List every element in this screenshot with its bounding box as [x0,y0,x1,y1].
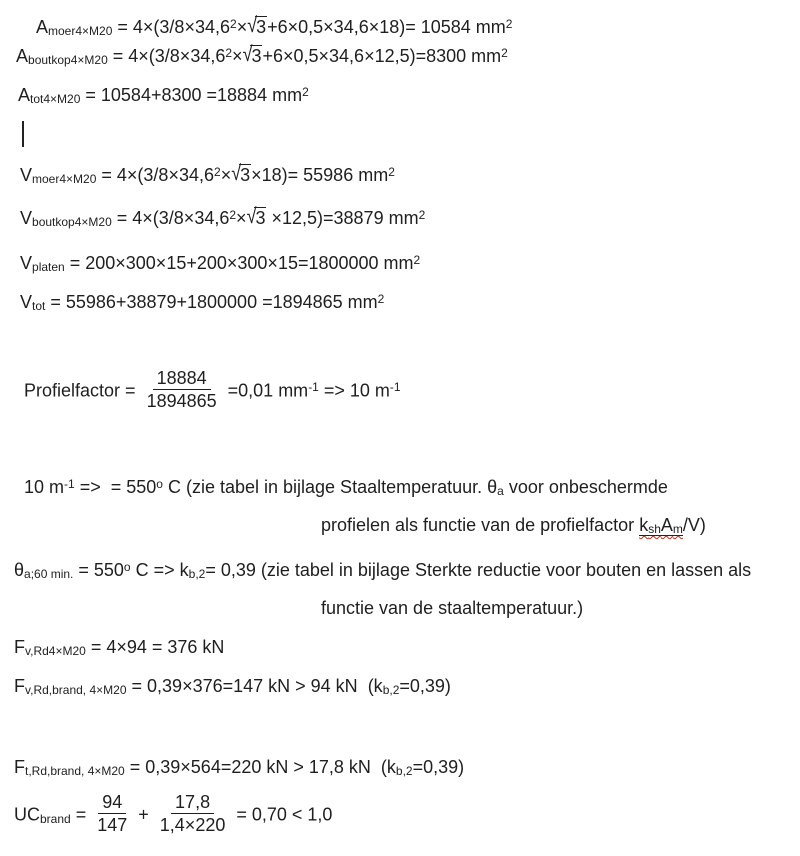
superscript: 2 [501,45,508,60]
radicand: 3 [255,208,266,228]
superscript: o [123,559,131,574]
radical-icon: √ [242,42,253,66]
text-run: × [232,46,243,66]
formula-a-moer [36,13,513,39]
text-run: UC [14,804,40,825]
sqrt-expression [247,13,267,37]
subscript: brand [40,811,71,826]
text-run: = 0,39×564=220 kN > 17,8 kN (k [124,757,396,777]
subscript: v,Rd,brand, 4×M20 [25,683,127,698]
text-run: ×18)= 55986 mm [251,165,389,185]
fraction [93,792,131,835]
formula-uc-brand [14,794,332,837]
text-run: A [16,46,29,66]
text-run: /V) [682,515,706,535]
text-run: = 55986+38879+1800000 =1894865 mm [45,292,378,312]
formula-ftrd-brand [14,756,464,779]
text-cursor [22,121,24,147]
subscript: platen [32,260,65,275]
text-run: =0,39) [412,757,465,777]
text-run: = 4×(3/8×34,6 [96,165,214,185]
text-run: A [660,515,673,535]
subscript: b,2 [395,764,413,779]
text-run: =0,39) [399,676,451,696]
formula-a-boutkop [16,42,508,68]
formula-v-tot [20,291,384,314]
text-run: × [220,165,232,185]
superscript: 2 [229,207,237,222]
fraction-numerator: 17,8 [171,792,214,814]
fraction-denominator: 1894865 [146,391,217,412]
text-run: C (zie tabel in bijlage Staaltemperatuur. θ [162,477,498,497]
text-run: = 4×(3/8×34,6 [112,17,230,37]
text-run: A [36,17,49,37]
radicand: 3 [256,17,267,37]
superscript: 2 [230,16,237,31]
text-run: 10 m [24,477,65,497]
text-run: functie van de staaltemperatuur.) [321,598,584,618]
subscript: b,2 [382,683,400,698]
superscript: 2 [418,207,426,222]
text-run: +6×0,5×34,6×12,5)=8300 mm [262,46,502,66]
text-run: × [236,208,247,228]
superscript: -1 [308,380,319,395]
subscript: a;60 min. [24,567,74,582]
text-run: = 4×(3/8×34,6 [107,46,226,66]
subscript: boutkop4×M20 [28,53,108,68]
text-run: + [133,804,154,825]
subscript: tot [32,299,46,314]
text-run: F [14,676,25,696]
superscript: -1 [389,380,401,395]
text-run: ×12,5)=38879 mm [266,208,419,228]
sqrt-expression [242,42,263,66]
superscript: -1 [64,476,75,491]
formula-a-tot [18,84,309,107]
subscript: sh [648,522,661,537]
fraction [156,792,230,835]
text-run: = 0,39 (zie tabel in bijlage Sterkte reductie voor bouten en lassen als [205,560,752,580]
subscript: v,Rd4×M20 [25,644,86,659]
formula-v-moer [20,161,395,187]
text-run: voor onbeschermde [503,477,668,497]
text-run: V [20,253,33,273]
superscript: 2 [214,164,221,179]
subscript: m [672,522,683,537]
subscript: a [497,484,504,499]
text-run: =0,01 mm [222,380,309,401]
fraction-numerator: 18884 [153,368,211,390]
text-run: +6×0,5×34,6×18)= 10584 mm [267,17,506,37]
superscript: 2 [505,16,513,31]
subscript: boutkop4×M20 [32,215,112,230]
superscript: 2 [388,164,395,179]
radical-icon: √ [247,13,258,37]
text-run: = [70,804,92,825]
radical-icon: √ [246,204,257,228]
text-run: Profielfactor = [24,380,141,401]
text-run: profielen als functie van de profielfactor [321,515,640,535]
text-run: = 4×(3/8×34,6 [111,208,230,228]
radicand: 3 [240,165,251,185]
superscript: 2 [413,252,421,267]
radicand: 3 [251,46,262,66]
text-run: V [20,292,33,312]
subscript: moer4×M20 [48,24,113,39]
subscript: t,Rd,brand, 4×M20 [25,764,125,779]
text-run: k [639,515,649,535]
text-run: => 10 m [318,380,390,401]
superscript: o [156,476,163,491]
text-run: F [14,757,25,777]
line-temperature-lookup-continued [321,514,706,537]
text-run: V [20,165,33,185]
text-run: A [18,85,31,105]
superscript: 2 [225,45,233,60]
text-run: = 10584+8300 =18884 mm [80,85,303,105]
text-run: = 0,39×376=147 kN > 94 kN (k [126,676,383,696]
formula-fvrd [14,636,224,659]
subscript: tot4×M20 [30,92,81,107]
formula-profielfactor [24,370,401,413]
fraction-denominator: 1,4×220 [159,815,226,836]
fraction-denominator: 147 [97,815,128,836]
superscript: 2 [302,84,309,99]
subscript: b,2 [188,567,206,582]
sqrt-expression [231,161,251,185]
ksh-am-term [639,515,683,536]
formula-theta-kb2 [14,559,751,582]
sqrt-expression [246,204,267,228]
text-run: θ [14,560,25,580]
text-run: = 0,70 < 1,0 [231,804,333,825]
radical-icon: √ [231,161,242,185]
line-kb2-continued [321,597,583,620]
text-run: C => k [130,560,189,580]
formula-v-boutkop [20,204,426,230]
text-run: => = 550 [74,477,157,497]
text-run: = 4×94 = 376 kN [85,637,225,657]
formula-fvrd-brand [14,675,451,698]
text-run: = 550 [73,560,124,580]
text-run: V [20,208,33,228]
superscript: 2 [377,291,385,306]
text-run: × [236,17,248,37]
text-run: F [14,637,25,657]
fraction-numerator: 94 [98,792,126,814]
text-run: = 200×300×15+200×300×15=1800000 mm [64,253,414,273]
fraction [143,368,221,411]
subscript: moer4×M20 [32,172,97,187]
formula-v-platen [20,252,420,275]
line-temperature-lookup [24,476,668,499]
